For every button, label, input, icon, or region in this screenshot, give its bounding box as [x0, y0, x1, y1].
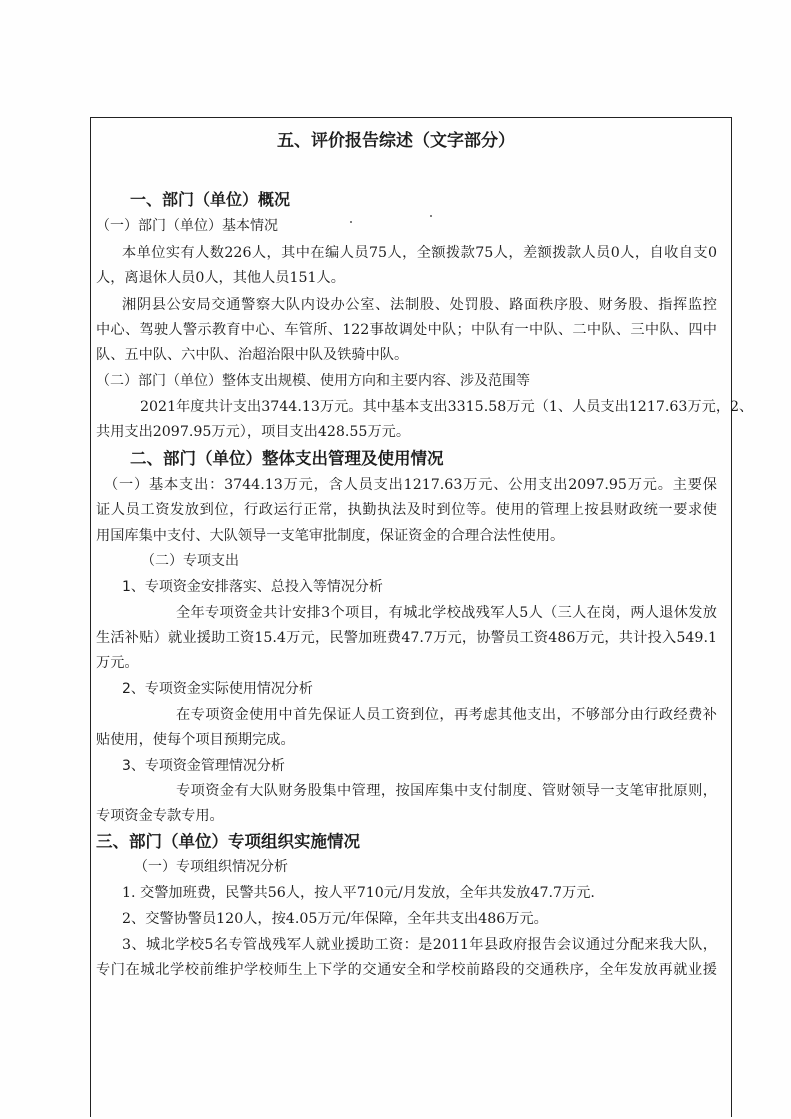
paragraph-line: 湘阴县公安局交通警察大队内设办公室、法制股、处罚股、路面秩序股、财务股、指挥监控 — [122, 297, 717, 313]
paragraph-line: 2、交警协警员120人，按4.05万元/年保障，全年共支出486万元。 — [122, 911, 548, 927]
paragraph-line: 贴使用，使每个项目预期完成。 — [96, 732, 295, 748]
item-heading: 3、专项资金管理情况分析 — [122, 758, 285, 774]
section-3-heading: 三、部门（单位）专项组织实施情况 — [96, 832, 360, 851]
section-3-subheading-1: （一）专项组织情况分析 — [134, 859, 288, 875]
item-heading: 2、专项资金实际使用情况分析 — [122, 681, 313, 697]
section-1-heading: 一、部门（单位）概况 — [130, 190, 291, 209]
section-2-subheading-2: （二）专项支出 — [141, 553, 239, 569]
paragraph-line: 证人员工资发放到位，行政运行正常，执勤执法及时到位等。使用的管理上按县财政统一要求使 — [96, 502, 717, 518]
paragraph-line: 万元。 — [96, 655, 139, 671]
paragraph-line: 在专项资金使用中首先保证人员工资到位，再考虑其他支出，不够部分由行政经费补 — [176, 707, 717, 723]
page-title: 五、评价报告综述（文字部分） — [277, 131, 515, 151]
section-1-subheading-1: （一）部门（单位）基本情况 — [96, 218, 278, 234]
scan-speck — [430, 215, 432, 217]
paragraph-line: （一）基本支出：3744.13万元，含人员支出1217.63万元、公用支出2097.95万元。主要保 — [104, 477, 717, 493]
paragraph-line: 2021年度共计支出3744.13万元。其中基本支出3315.58万元（1、人员支出1217.63万元，2、 — [140, 399, 754, 415]
paragraph-line: 共用支出2097.95万元），项目支出428.55万元。 — [96, 424, 411, 440]
paragraph-line: 专门在城北学校前维护学校师生上下学的交通安全和学校前路段的交通秩序，全年发放再就业援 — [96, 962, 717, 978]
paragraph-line: 本单位实有人数226人，其中在编人员75人，全额拨款75人，差额拨款人员0人，自收自支0 — [122, 245, 717, 261]
paragraph-line: 用国库集中支付、大队领导一支笔审批制度，保证资金的合理合法性使用。 — [96, 528, 565, 544]
paragraph-line: 3、城北学校5名专管战残军人就业援助工资：是2011年县政府报告会议通过分配来我大队， — [122, 937, 717, 953]
scan-speck — [350, 221, 352, 223]
paragraph-line: 专项资金有大队财务股集中管理，按国库集中支付制度、管财领导一支笔审批原则， — [176, 783, 717, 799]
paragraph-line: 中心、驾驶人警示教育中心、车管所、122事故调处中队；中队有一中队、二中队、三中队、四中 — [96, 322, 717, 338]
section-1-subheading-2: （二）部门（单位）整体支出规模、使用方向和主要内容、涉及范围等 — [96, 373, 530, 389]
paragraph-line: 人，离退休人员0人，其他人员151人。 — [96, 270, 345, 286]
paragraph-line: 生活补贴）就业援助工资15.4万元，民警加班费47.7万元，协警员工资486万元，共计投入549.1 — [96, 630, 717, 646]
item-heading: 1、专项资金安排落实、总投入等情况分析 — [122, 579, 383, 595]
paragraph-line: 专项资金专款专用。 — [96, 808, 224, 824]
section-2-heading: 二、部门（单位）整体支出管理及使用情况 — [130, 449, 444, 468]
paragraph-line: 1. 交警加班费，民警共56人，按人平710元/月发放，全年共发放47.7万元. — [122, 885, 595, 901]
paragraph-line: 全年专项资金共计安排3个项目，有城北学校战残军人5人（三人在岗，两人退休发放 — [176, 605, 717, 621]
paragraph-line: 队、五中队、六中队、治超治限中队及铁骑中队。 — [96, 347, 409, 363]
